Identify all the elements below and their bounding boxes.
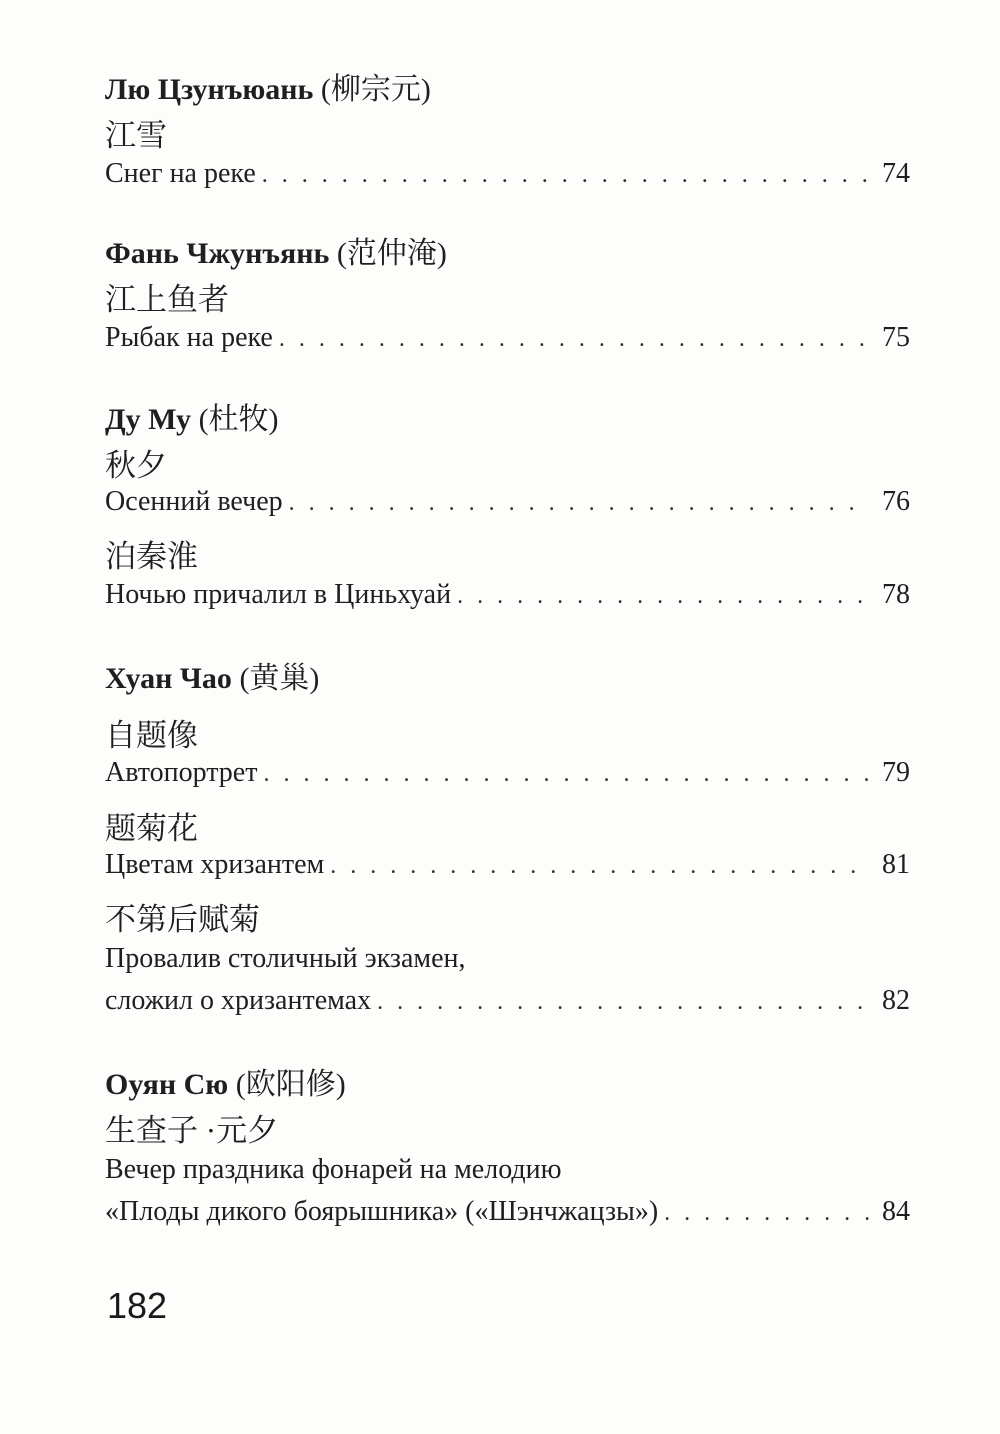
leader-dots	[279, 319, 870, 359]
poem-title-russian: Осенний вечер	[105, 486, 283, 517]
author-heading	[105, 659, 319, 699]
author-name: Лю Цзунъюань	[105, 73, 314, 106]
poem-title-russian: Автопортрет	[105, 757, 258, 788]
author-name: Фань Чжунъянь	[105, 237, 330, 270]
page-number: 76	[882, 486, 910, 517]
poem-title-russian-line2: «Плоды дикого боярышника» («Шэнчжацзы»)	[105, 1196, 659, 1227]
poem-title-russian: Рыбак на реке	[105, 322, 273, 353]
poem-title-chinese: 江雪	[105, 118, 167, 153]
author-heading	[105, 1065, 346, 1105]
author-name-chinese: (欧阳修)	[235, 1068, 346, 1101]
page-number: 74	[882, 158, 910, 189]
leader-dots	[262, 155, 870, 195]
poem-title-chinese: 题菊花	[105, 811, 198, 846]
toc-entry[interactable]	[105, 1150, 910, 1232]
poem-title-russian: Цветам хризантем	[105, 849, 325, 880]
page-number: 78	[882, 579, 910, 610]
poem-title-russian-line2: сложил о хризантемах	[105, 985, 372, 1016]
author-name-chinese: (范仲淹)	[336, 237, 447, 270]
author-name-chinese: (黄巢)	[239, 662, 320, 695]
toc-entry[interactable]	[105, 482, 910, 522]
author-name: Оуян Сю	[105, 1068, 229, 1101]
leader-dots	[289, 483, 870, 523]
poem-title-chinese: 江上鱼者	[105, 282, 229, 317]
toc-entry[interactable]	[105, 939, 910, 1021]
author-name: Ду Му	[105, 403, 192, 436]
page-number: 84	[882, 1196, 910, 1227]
leader-dots	[263, 754, 870, 794]
poem-title-russian-line1: Вечер праздника фонарей на мелодию	[105, 1154, 562, 1185]
poem-title-russian: Снег на реке	[105, 158, 256, 189]
author-name: Хуан Чао	[105, 662, 232, 695]
leader-dots	[457, 576, 870, 616]
leader-dots	[664, 1193, 870, 1233]
toc-entry[interactable]	[105, 575, 910, 615]
poem-title-chinese: 泊秦淮	[105, 539, 198, 574]
toc-entry[interactable]	[105, 154, 910, 194]
author-heading	[105, 400, 279, 440]
page-number: 75	[882, 322, 910, 353]
leader-dots	[377, 982, 870, 1022]
page-number: 79	[882, 757, 910, 788]
leader-dots	[330, 846, 870, 886]
poem-title-russian: Ночью причалил в Циньхуай	[105, 579, 452, 610]
author-heading	[105, 70, 431, 110]
page-number: 81	[882, 849, 910, 880]
author-heading	[105, 234, 447, 274]
poem-title-russian-line1: Провалив столичный экзамен,	[105, 943, 466, 974]
toc-entry[interactable]	[105, 845, 910, 885]
toc-entry[interactable]	[105, 318, 910, 358]
poem-title-chinese: 自题像	[105, 718, 198, 753]
poem-title-chinese: 生查子 ·元夕	[105, 1113, 279, 1148]
toc-entry[interactable]	[105, 753, 910, 793]
page-number: 82	[882, 985, 910, 1016]
author-name-chinese: (杜牧)	[198, 403, 279, 436]
poem-title-chinese: 不第后赋菊	[105, 902, 260, 937]
poem-title-chinese: 秋夕	[105, 448, 167, 483]
author-name-chinese: (柳宗元)	[320, 73, 431, 106]
page-folio-number: 182	[107, 1285, 168, 1326]
